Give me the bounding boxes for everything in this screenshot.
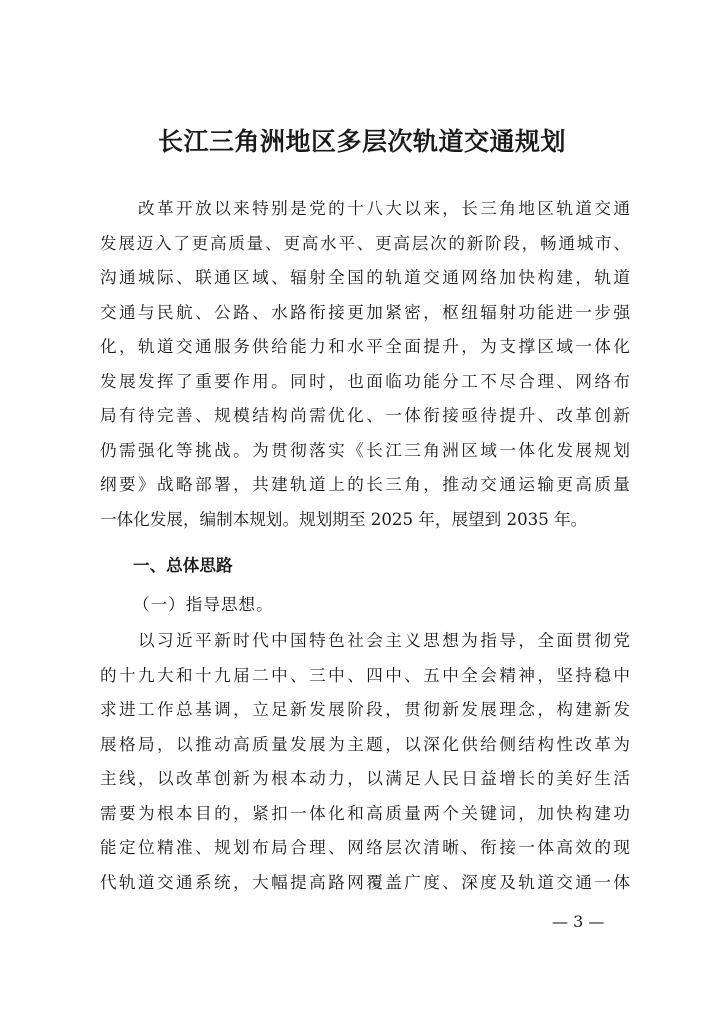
paragraph-line: 需要为根本目的，紧扣一体化和高质量两个关键词，加快构建功 — [100, 803, 630, 823]
paragraph-line: 以习近平新时代中国特色社会主义思想为指导，全面贯彻党 — [100, 631, 630, 650]
paragraph-line: 交通与民航、公路、水路衔接更加紧密，枢纽辐射功能进一步强 — [100, 302, 630, 322]
paragraph-line: 主线，以改革创新为根本动力，以满足人民日益增长的美好生活 — [100, 769, 630, 788]
paragraph-line: 能定位精准、规划布局合理、网络层次清晰、衔接一体高效的现 — [100, 838, 630, 857]
paragraph-line: 一体化发展，编制本规划。规划期至 2025 年，展望到 2035 年。 — [100, 509, 588, 529]
subsection-heading: （一）指导思想。 — [133, 595, 274, 614]
page-number: — 3 — — [552, 912, 605, 931]
guiding-paragraph — [100, 624, 630, 900]
paragraph-line: 发展迈入了更高质量、更高水平、更高层次的新阶段，畅通城市、 — [100, 233, 630, 253]
paragraph-line: 的十九大和十九届二中、三中、四中、五中全会精神，坚持稳中 — [100, 665, 630, 685]
paragraph-line: 仍需强化等挑战。为贯彻落实《长江三角洲区域一体化发展规划 — [100, 440, 630, 460]
paragraph-line: 局有待完善、规模结构尚需优化、一体衔接亟待提升、改革创新 — [100, 406, 630, 425]
paragraph-line: 改革开放以来特别是党的十八大以来，长三角地区轨道交通 — [100, 199, 630, 218]
document-title: 长江三角洲地区多层次轨道交通规划 — [157, 127, 566, 156]
paragraph-line: 求进工作总基调，立足新发展阶段，贯彻新发展理念，构建新发 — [100, 700, 630, 719]
paragraph-line: 化，轨道交通服务供给能力和水平全面提升，为支撑区域一体化 — [100, 337, 630, 356]
paragraph-line: 发展发挥了重要作用。同时，也面临功能分工不尽合理、网络布 — [100, 371, 630, 391]
paragraph-line: 纲要》战略部署，共建轨道上的长三角，推动交通运输更高质量 — [100, 475, 630, 494]
paragraph-line: 沟通城际、联通区域、辐射全国的轨道交通网络加快构建，轨道 — [100, 268, 630, 287]
paragraph-line: 展格局，以推动高质量发展为主题，以深化供给侧结构性改革为 — [100, 734, 630, 754]
paragraph-line: 代轨道交通系统，大幅提高路网覆盖广度、深度及轨道交通一体 — [100, 872, 630, 892]
intro-paragraph — [100, 192, 630, 537]
section-heading: 一、总体思路 — [133, 556, 233, 575]
